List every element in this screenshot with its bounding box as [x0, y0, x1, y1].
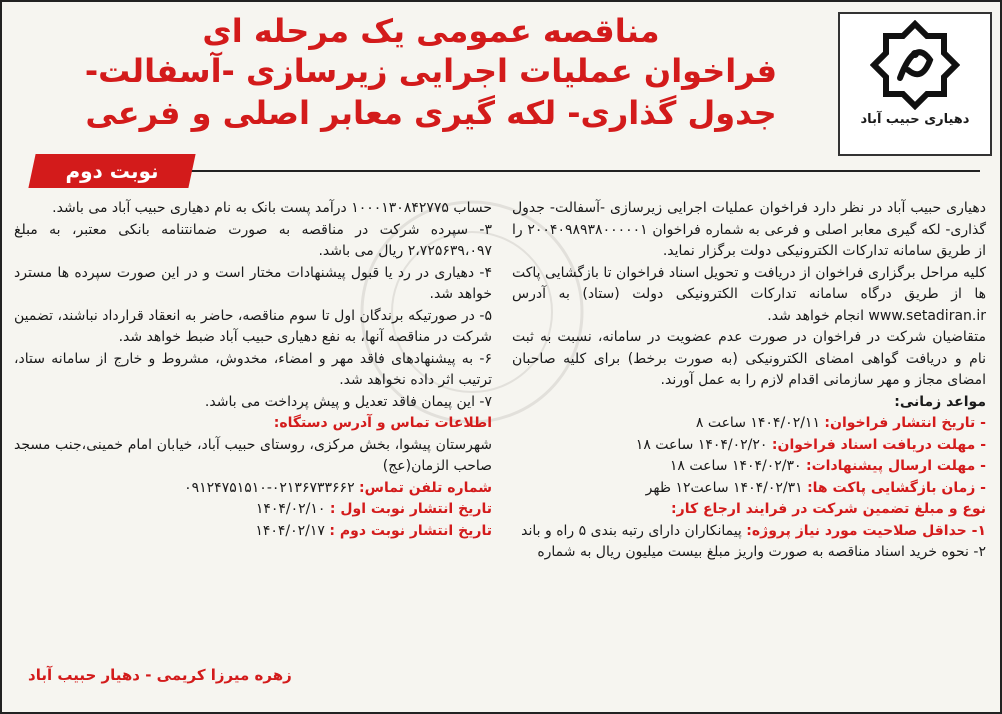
second-publication-banner [28, 154, 195, 188]
guarantee-heading: نوع و مبلغ تضمین شرکت در فرایند ارجاع کار: [671, 501, 986, 517]
date-value: ۱۴۰۴/۰۲/۱۱ ساعت ۸ [695, 415, 820, 431]
date-opening [512, 478, 986, 500]
date-label: - مهلت دریافت اسناد فراخوان: [771, 436, 986, 453]
date-label: - تاریخ انتشار فراخوان: [824, 415, 986, 431]
item-4: ۴- دهیاری در رد یا قبول پیشنهادات مختار است و در این صورت سپرده ها مسترد خواهد شد. [14, 264, 492, 302]
dates-heading: مواعد زمانی: [894, 393, 986, 410]
date-doc-deadline [512, 435, 986, 457]
phone-label: شماره تلفن تماس: [359, 479, 492, 496]
date-label: - مهلت ارسال پیشنهادات: [806, 458, 986, 474]
account-paragraph: حساب ۱۰۰۰۱۳۰۸۴۲۷۷۵ درآمد پست بانک به نام دهیاری حبیب آباد می باشد. [52, 200, 492, 216]
item-5: ۵- در صورتیکه برندگان اول تا سوم مناقصه، حاضر به انعقاد قرارداد نباشند، تضمین شرکت در مناقصه آنها، به نفع دهیاری حبیب آباد ضبط خواهد شد. [14, 307, 492, 345]
item-2: ۲- نحوه خرید اسناد مناقصه به صورت واریز مبلغ بیست میلیون ریال به شماره [537, 544, 986, 560]
item-1-label: ۱- حداقل صلاحیت مورد نیاز پروژه: [746, 522, 986, 539]
date-label: - زمان بازگشایی پاکت ها: [807, 479, 986, 496]
item-7: ۷- این پیمان فاقد تعدیل و پیش پرداخت می باشد. [204, 393, 492, 410]
pub1-label: تاریخ انتشار نوبت اول : [329, 501, 492, 517]
left-column [14, 198, 492, 542]
pub1-line [14, 499, 492, 521]
signer: زهره میرزا کریمی - دهیار حبیب آباد [28, 666, 292, 684]
phone-value: ۰۲۱۳۶۷۳۳۶۶۲-۰۹۱۲۴۷۵۱۵۱۰ [184, 479, 355, 496]
title-line-3: جدول گذاری- لکه گیری معابر اصلی و فرعی [85, 94, 777, 132]
date-submission-deadline [512, 456, 986, 478]
date-value: ۱۴۰۴/۰۲/۲۰ ساعت ۱۸ [635, 436, 768, 453]
dehyari-emblem-icon [870, 20, 960, 110]
logo [838, 12, 992, 156]
title-line-1: مناقصه عمومی یک مرحله ای [202, 12, 660, 50]
date-value: ۱۴۰۴/۰۲/۳۱ ساعت۱۲ ظهر [645, 479, 803, 496]
intro-paragraph: دهیاری حبیب آباد در نظر دارد فراخوان عملیات اجرایی زیرسازی -آسفالت- جدول گذاری- لکه گیری معابر اصلی و فرعی به شماره فراخوان ۲۰۰۴۰۹۸۹۳۸۰۰۰۰۰۱ را از طریق سامانه تدارکات الکترونیکی دولت برگزار نماید. [512, 200, 986, 259]
item-3: ۳- سپرده شرکت در مناقصه به صورت ضمانتنامه بانکی معتبر، به مبلغ ۲،۷۲۵۶۳۹،۰۹۷ ریال می باشد. [14, 221, 492, 259]
process-paragraph: کلیه مراحل برگزاری فراخوان از دریافت و تحویل اسناد فراخوان تا بازگشایی پاکت ها از طریق درگاه سامانه تدارکات الکترونیکی دولت (ستاد) به آدرس www.setadiran.ir انجام خواهد شد. [512, 264, 986, 324]
item-1-value: پیمانکاران دارای رتبه بندی ۵ راه و باند [521, 522, 742, 539]
pub2-line [14, 521, 492, 543]
applicants-paragraph: متقاضیان شرکت در فراخوان در صورت عدم عضویت در سامانه، نسبت به ثبت نام و دریافت گواهی امضای الکترونیکی (به صورت برخط) برای کلیه صاحبان امضای مجاز و مهر سازمانی اقدام لازم را به عمل آورند. [512, 329, 986, 388]
header-divider [162, 170, 980, 172]
banner-label: نوبت دوم [65, 159, 159, 183]
pub2-label: تاریخ انتشار نوبت دوم : [329, 522, 492, 539]
date-value: ۱۴۰۴/۰۲/۳۰ ساعت ۱۸ [669, 458, 802, 474]
address: شهرستان پیشوا، بخش مرکزی، روستای حبیب آباد، خیابان امام خمینی،جنب مسجد صاحب الزمان(عج) [14, 436, 492, 474]
title-line-2: فراخوان عملیات اجرایی زیرسازی -آسفالت- [84, 52, 778, 90]
date-announcement [512, 413, 986, 435]
pub1-value: ۱۴۰۴/۰۲/۱۰ [255, 501, 326, 517]
right-column [512, 198, 986, 564]
contact-heading: اطلاعات تماس و آدرس دستگاه: [273, 415, 492, 431]
item-6: ۶- به پیشنهادهای فاقد مهر و امضاء، مخدوش، مشروط و خارج از سامانه ستاد، ترتیب اثر داده نخواهد شد. [14, 350, 492, 388]
logo-caption: دهیاری حبیب آباد [860, 112, 970, 127]
header [2, 2, 1000, 150]
phone-line [14, 478, 492, 500]
pub2-value: ۱۴۰۴/۰۲/۱۷ [255, 522, 325, 539]
item-1 [512, 521, 986, 543]
